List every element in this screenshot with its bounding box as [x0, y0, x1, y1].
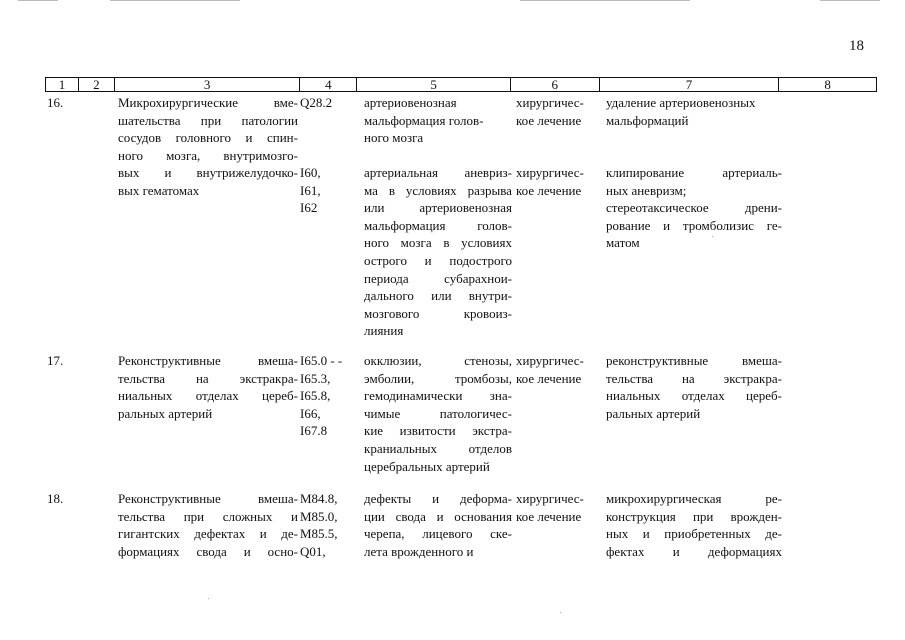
- text-line: церебральных артерий: [364, 458, 490, 474]
- treatment-type: [516, 94, 602, 129]
- treatment-method: [606, 490, 782, 560]
- icd-code: M85.0,: [300, 508, 338, 524]
- icd-code: Q28.2: [300, 95, 333, 110]
- text-line: матом: [606, 235, 640, 251]
- icd-code: Q01,: [300, 543, 326, 559]
- text-line: чимые патологичес-: [364, 405, 512, 421]
- text-line: лета врожденного и: [364, 543, 474, 559]
- text-line: дефекты и деформа-: [364, 491, 512, 506]
- row-number: 17.: [47, 353, 64, 368]
- text-line: окклюзии, стенозы,: [364, 353, 512, 368]
- column-number-2: 2: [79, 78, 115, 91]
- text-line: периода субарахнои-: [364, 270, 512, 286]
- scan-speck: [560, 612, 561, 613]
- text-line: удаление артериовенозных: [606, 95, 756, 110]
- text-line: тельства на экстракра-: [606, 370, 782, 386]
- icd-code: I65.3,: [300, 370, 331, 386]
- text-line: дального или внутри-: [364, 288, 512, 304]
- icd-codes: [300, 490, 360, 560]
- text-line: острого и подострого: [364, 252, 512, 268]
- icd-code: I67.8: [300, 423, 328, 439]
- column-number-7: 7: [600, 78, 780, 91]
- treatment-method: [606, 164, 782, 252]
- treatment-method: [606, 352, 782, 422]
- text-line: мальформация голов-: [364, 217, 512, 233]
- text-line: хирургичес-: [516, 165, 584, 180]
- icd-code: I65.0 - -: [300, 353, 343, 368]
- icd-codes: [300, 94, 360, 112]
- scan-speck: [208, 598, 209, 599]
- text-line: ма в условиях разрыва: [364, 182, 512, 198]
- text-line: конструкция при врожден-: [606, 508, 782, 524]
- scan-speck: [712, 236, 713, 237]
- patient-model: [364, 352, 512, 475]
- column-number-1: 1: [46, 78, 79, 91]
- table-header: [45, 77, 877, 92]
- row-number: 18.: [47, 491, 64, 506]
- text-line: ральных артерий: [118, 405, 213, 421]
- text-line: кое лечение: [516, 508, 582, 524]
- text-line: кое лечение: [516, 370, 582, 386]
- text-line: клипирование артериаль-: [606, 165, 782, 180]
- text-line: тельства при сложных и: [118, 508, 298, 524]
- text-line: гемодинамически зна-: [364, 388, 512, 404]
- text-line: ниальных отделах цереб-: [118, 388, 298, 404]
- intervention-name: [118, 490, 298, 560]
- patient-model: [364, 490, 512, 560]
- text-line: черепа, лицевого ске-: [364, 526, 512, 542]
- text-line: мальформаций: [606, 112, 689, 128]
- text-line: сосудов головного и спин-: [118, 130, 298, 146]
- text-line: краниальных отделов: [364, 440, 512, 456]
- column-number-3: 3: [115, 78, 301, 91]
- treatment-method: [606, 94, 782, 129]
- icd-code: I65.8,: [300, 388, 331, 404]
- icd-code: I60,: [300, 165, 321, 180]
- text-line: ного мозга, внутримозго-: [118, 147, 298, 163]
- text-line: артериальная аневриз-: [364, 165, 512, 180]
- text-line: Микрохирургические вме-: [118, 95, 298, 110]
- text-line: шательства при патологии: [118, 112, 298, 128]
- text-line: Реконструктивные вмеша-: [118, 353, 298, 368]
- text-line: рование и тромболизис ге-: [606, 217, 782, 233]
- text-line: мальформация голов-: [364, 112, 484, 128]
- treatment-type: [516, 490, 602, 525]
- page-number: 18: [849, 38, 864, 54]
- text-line: стереотаксическое дрени-: [606, 200, 782, 216]
- icd-code: M84.8,: [300, 491, 338, 506]
- text-line: кие извитости экстра-: [364, 423, 512, 439]
- column-number-6: 6: [511, 78, 600, 91]
- text-line: или артериовенозная: [364, 200, 512, 216]
- text-line: эмболии, тромбозы,: [364, 370, 512, 386]
- text-line: гигантских дефектах и де-: [118, 526, 298, 542]
- text-line: вых и внутрижелудочко-: [118, 165, 298, 181]
- column-number-4: 4: [300, 78, 357, 91]
- text-line: ниальных отделах цереб-: [606, 388, 782, 404]
- text-line: лияния: [364, 323, 404, 339]
- patient-model: [364, 94, 512, 147]
- text-line: ральных артерий: [606, 405, 701, 421]
- patient-model: [364, 164, 512, 340]
- row-number: 16.: [47, 95, 64, 110]
- text-line: хирургичес-: [516, 353, 584, 368]
- icd-code: I62: [300, 200, 318, 216]
- text-line: кое лечение: [516, 112, 582, 128]
- text-line: мозгового кровоиз-: [364, 305, 512, 321]
- text-line: вых гематомах: [118, 182, 200, 198]
- icd-code: M85.5,: [300, 526, 338, 542]
- text-line: хирургичес-: [516, 491, 584, 506]
- intervention-name: [118, 94, 298, 200]
- text-line: фектах и деформациях: [606, 543, 782, 559]
- column-number-5: 5: [357, 78, 511, 91]
- text-line: микрохирургическая ре-: [606, 491, 782, 506]
- treatment-type: [516, 164, 602, 199]
- icd-codes: [300, 352, 360, 440]
- text-line: кое лечение: [516, 182, 582, 198]
- intervention-name: [118, 352, 298, 422]
- icd-codes: [300, 164, 360, 217]
- text-line: тельства на экстракра-: [118, 370, 298, 386]
- text-line: формациях свода и осно-: [118, 543, 298, 559]
- text-line: ции свода и основания: [364, 508, 512, 524]
- treatment-type: [516, 352, 602, 387]
- text-line: реконструктивные вмеша-: [606, 353, 782, 368]
- text-line: ного мозга: [364, 130, 424, 146]
- text-line: ного мозга в условиях: [364, 235, 512, 251]
- text-line: артериовенозная: [364, 95, 457, 110]
- column-number-8: 8: [824, 77, 831, 92]
- icd-code: I66,: [300, 405, 321, 421]
- scan-top-edge: [0, 0, 905, 3]
- text-line: ных аневризм;: [606, 182, 687, 198]
- text-line: Реконструктивные вмеша-: [118, 491, 298, 506]
- icd-code: I61,: [300, 182, 321, 198]
- text-line: хирургичес-: [516, 95, 584, 110]
- text-line: ных и приобретенных де-: [606, 526, 782, 542]
